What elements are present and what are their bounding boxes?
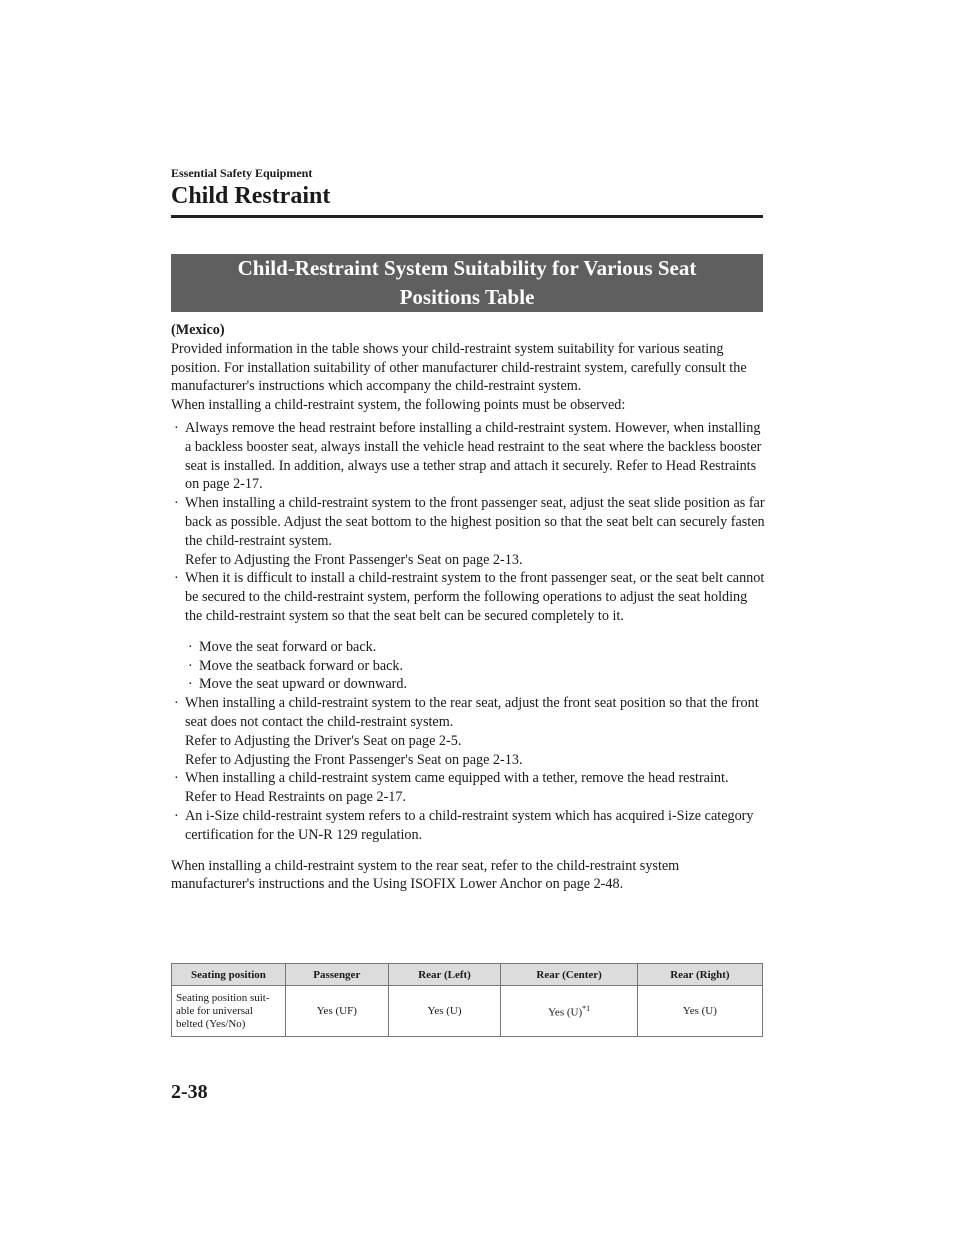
suitability-table	[171, 963, 763, 1037]
body-content	[171, 321, 766, 894]
table-header-row	[172, 964, 763, 986]
cell-value: Yes (U)	[548, 1006, 583, 1019]
list-item: · Move the seat upward or downward.	[188, 676, 408, 693]
list-item: · Move the seatback forward or back.	[188, 657, 404, 674]
column-header: Rear (Center)	[501, 964, 637, 986]
table-cell	[501, 986, 637, 1037]
sub-bullet-list	[185, 638, 766, 694]
chapter-title: Child Restraint	[171, 183, 331, 209]
list-item: · When installing a child-restraint system to the rear seat, adjust the front seat position so that the front seat does not contact the child-restraint system. Refer to Adjusting the Driver's Seat on page 2-5. Refer to Adjusting the Front Passenger's Seat on page 2-13.	[174, 695, 759, 768]
list-item: · When installing a child-restraint system to the front passenger seat, adjust the seat slide position as far back as possible. Adjust the seat bottom to the highest position so that the seat belt can securely fasten the child-restraint system. Refer to Adjusting the Front Passenger's Seat on page 2-13.	[174, 495, 765, 568]
table-cell: Yes (U)	[388, 986, 501, 1037]
section-banner	[171, 254, 763, 312]
footnote-mark: *1	[582, 1003, 591, 1013]
table-cell: Yes (UF)	[286, 986, 389, 1037]
lead-paragraph: When installing a child-restraint system, the following points must be observed:	[171, 397, 626, 414]
list-item: · An i-Size child-restraint system refers to a child-restraint system which has acquired i-Size category certification for the UN-R 129 regulation.	[174, 807, 754, 843]
row-label: Seating position suit-able for universal belted (Yes/No)	[172, 986, 286, 1037]
list-item: · Move the seat forward or back.	[188, 638, 377, 655]
region-label: (Mexico)	[171, 322, 225, 338]
column-header: Rear (Right)	[637, 964, 762, 986]
column-header: Rear (Left)	[388, 964, 501, 986]
list-item: · When installing a child-restraint system came equipped with a tether, remove the head restraint. Refer to Head Restraints on page 2-17.	[174, 770, 729, 806]
list-item: · When it is difficult to install a child-restraint system to the front passenger seat, or the seat belt cannot be secured to the child-restraint system, perform the following operations to adjust the seat holding the child-restraint system so that the seat belt can be secured completely to it. · Move the seat forward or back. · Move the seatback forward or back. · Move the seat upward or downward.	[174, 570, 765, 693]
banner-line-1: Child-Restraint System Suitability for Various Seat	[237, 256, 697, 280]
column-header: Passenger	[286, 964, 389, 986]
section-label: Essential Safety Equipment	[171, 166, 313, 180]
list-item: · Always remove the head restraint before installing a child-restraint system. However, when installing a backless booster seat, always install the vehicle head restraint to the seat where the backless booster seat is installed. In addition, always use a tether strap and attach it securely. Refer to Head Restraints on page 2-17.	[174, 419, 762, 493]
closing-paragraph: When installing a child-restraint system to the rear seat, refer to the child-restraint system manufacturer's instructions and the Using ISOFIX Lower Anchor on page 2-48.	[171, 857, 680, 893]
column-header: Seating position	[172, 964, 286, 986]
table-row	[172, 986, 763, 1037]
page-number: 2-38	[171, 1081, 208, 1103]
banner-line-2: Positions Table	[399, 285, 535, 309]
bullet-list	[171, 419, 766, 845]
intro-paragraph: Provided information in the table shows your child-restraint system suitability for various seating position. For installation suitability of other manufacturer child-restraint system, carefully consult the manufacturer's instructions which accompany the child-restraint system.	[171, 340, 747, 395]
header-rule	[171, 215, 763, 218]
table-cell: Yes (U)	[637, 986, 762, 1037]
